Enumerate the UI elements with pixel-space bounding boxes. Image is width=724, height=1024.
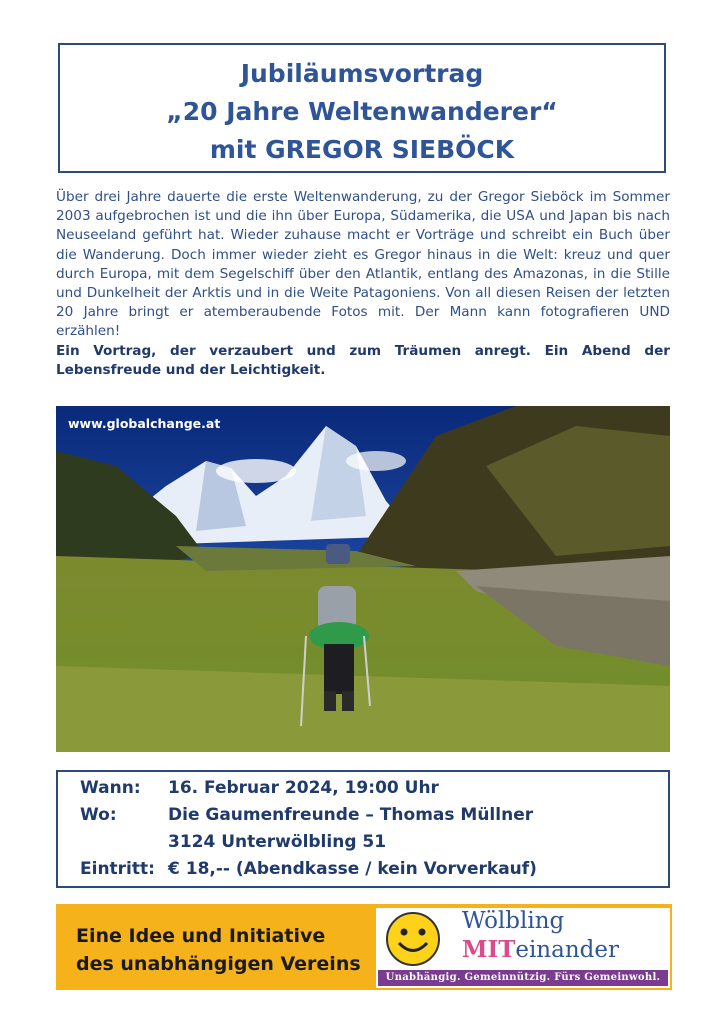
entry-label: Eintritt: (80, 859, 155, 879)
event-details (56, 770, 670, 888)
hiker-photo (56, 406, 670, 752)
when-label: Wann: (80, 778, 141, 798)
where-row-2 (80, 832, 386, 852)
association-logo (376, 908, 670, 988)
where-row (80, 805, 533, 825)
title-line-1: Jubiläumsvortrag (240, 59, 484, 88)
where-label: Wo: (80, 805, 117, 825)
smiley-icon (384, 910, 442, 968)
photo-url-credit: www.globalchange.at (68, 416, 221, 431)
entry-value: € 18,-- (Abendkasse / kein Vorverkauf) (168, 859, 537, 879)
intro-highlight: Ein Vortrag, der verzaubert und zum Träumen anregt. Ein Abend der Lebensfreude und der Leichtigkeit. (56, 342, 670, 378)
logo-rest: einander (515, 937, 619, 963)
logo-line-2 (462, 936, 619, 963)
title-line-3: mit GREGOR SIEBÖCK (209, 135, 515, 164)
intro-text (56, 188, 670, 380)
logo-line-1: Wölbling (462, 908, 565, 934)
entry-row (80, 859, 537, 879)
logo-tagline: Unabhängig. Gemeinnützig. Fürs Gemeinwohl. (378, 970, 668, 986)
footer-slogan (76, 922, 361, 978)
intro-paragraph: Über drei Jahre dauerte die erste Weltenwanderung, zu der Gregor Sieböck im Sommer 2003 aufgebrochen ist und die ihn über Europa, Südamerika, die USA und Japan bis nach Neuseeland geführt hat. Wieder zuhause macht er Vorträge und schreibt ein Buch über die Wanderung. Doch immer wieder zieht es Gregor hinaus in die Welt: kreuz und quer durch Europa, mit dem Segelschiff über den Atlantik, entlang des Amazonas, in die Stille und Dunkelheit der Arktis und in die Weite Patagoniens. Von all diesen Reisen der letzten 20 Jahre bringt er atemberaubende Fotos mit. Der Mann kann fotografieren UND erzählen! (56, 189, 670, 340)
logo-mi: MIT (462, 936, 516, 963)
when-row (80, 778, 439, 798)
slogan-line-1: Eine Idee und Initiative (76, 925, 326, 947)
when-value: 16. Februar 2024, 19:00 Uhr (168, 778, 439, 798)
slogan-line-2: des unabhängigen Vereins (76, 953, 361, 975)
title-box (58, 43, 666, 173)
where-value-1: Die Gaumenfreunde – Thomas Müllner (168, 805, 534, 825)
where-value-2: 3124 Unterwölbling 51 (168, 832, 387, 852)
photo-illustration (56, 406, 670, 752)
footer-banner (56, 904, 672, 990)
title-line-2: „20 Jahre Weltenwanderer“ (166, 97, 558, 126)
